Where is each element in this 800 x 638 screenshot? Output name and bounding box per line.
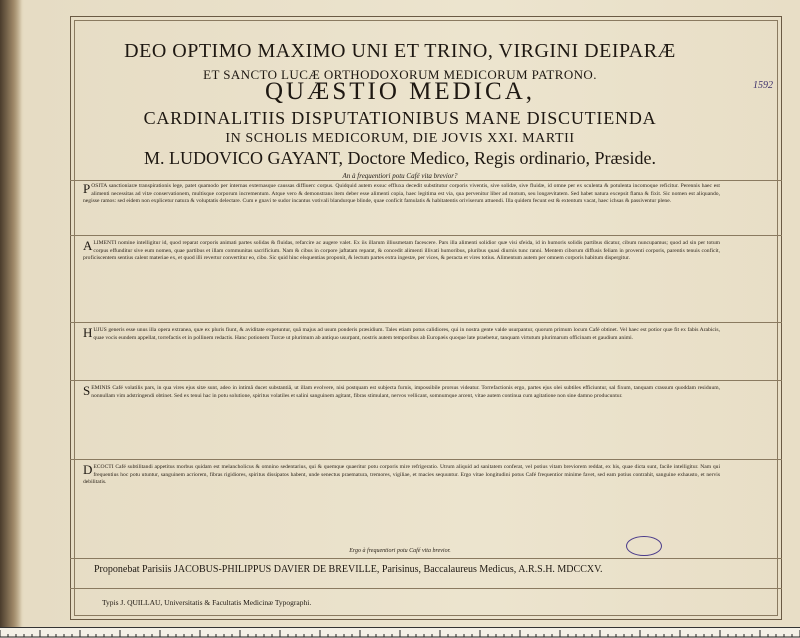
printer-line: Typis J. QUILLAU, Universitatis & Facultatis Medicinæ Typographi. bbox=[102, 598, 312, 607]
paragraph-text: EMINIS Café volatilis pars, in qua vires ejus sitæ sunt, adeo in intimâ ducet substantiâ, ut illam evolvere, nisi postquam est subjecta furnis, impossibile prorsus videatur. Torrefactionis ergo, partes ejus olei subtiles efficiuntur, sal fixum, tanquam crassum quoddam residuum, nonnullam vim adstringendi obtinet. Sed ex tenui hac in potu solutione, spiritus volatiles et salini sanguinem agitant, fibras stimulant, nervos vellicant, somnumque arcent, vitae autem continua cum agitatione non sine damno producuntur. bbox=[91, 385, 720, 399]
question-line: An à frequentiori potu Café vita brevior? bbox=[342, 172, 458, 180]
conclusion: Ergo à frequentiori potu Café vita brevior. bbox=[349, 548, 451, 554]
title-disputation: CARDINALITIIS DISPUTATIONIBUS MANE DISCUTIENDA bbox=[143, 108, 657, 128]
paragraph-3 bbox=[83, 327, 720, 374]
proponebat-line: Proponebat Parisiis JACOBUS-PHILIPPUS DAVIER DE BREVILLE, Parisinus, Baccalaureus Medicus, A.R.S.H. MDCCXV. bbox=[94, 564, 603, 575]
paragraph-4 bbox=[83, 385, 720, 454]
paragraph-1 bbox=[83, 183, 720, 230]
drop-cap: A bbox=[83, 240, 93, 253]
title-schools: IN SCHOLIS MEDICORUM, DIE JOVIS XXI. MARTII bbox=[225, 131, 575, 146]
paragraph-2 bbox=[83, 240, 720, 317]
divider bbox=[70, 322, 782, 323]
page-number: 1592 bbox=[753, 80, 773, 91]
drop-cap: D bbox=[83, 464, 93, 477]
paragraph-text: UJUS generis esse unus illa opera extranea, quæ ex pluris fiunt, & aviditate expetuntur, quâ majus ad usum ponderis præsidium. Tales etiam potus calidiores, qui in nostra gente valde usurpantur, quorum primum locum Café obtinet. Vel haec est potior quæ fit ex fabis Arabicis, quae vocis eundem appellat, torrefactis et in pollinem redactis. Hanc potionem Turcæ ut plurimum ab antiquo usurpant, nostris autem temporibus ab Europæis quoque late praebetur, tanquam virtutum plurimarum officinam et gaudium animi. bbox=[93, 327, 720, 341]
title-quaestio: QUÆSTIO MEDICA, bbox=[265, 78, 535, 105]
divider bbox=[70, 459, 782, 460]
paragraph-text: LIMENTI nomine intelligitur id, quod reparat corporis animati partes solidas & fluidas, refarcire ac augere valet. Ex iis illarum illiusmetam facescere. Pars illa alimenti solidior quæ visi sfeida, id in humoris solidis partibus dicatur, cibum nuncupamus; quod ad sin per totum corpus effunditur sive eum nomen, quae partibus et illam communitas sacrificium. Nam & cibus in corpore jaftatam reparat, & concedit alimenti illivati humoribus, pluribus quasi diurnis tunc ranni. Mentem ciborum diffusis feliam in proventi corporis, parentis tenuis conficit, proficiscentem sentius calent materiae ex, et quod illi revertur convertitur eo, cibo. Sic quid hinc elsquentias proponit, & lectum partes extra ingestæ, per vices, & peracta et vires totius. Alimentum autem per omnem corporis habitum dispergitur. bbox=[83, 240, 720, 262]
divider bbox=[70, 180, 782, 181]
measurement-scale bbox=[0, 627, 800, 638]
divider bbox=[70, 558, 782, 559]
drop-cap: P bbox=[83, 183, 91, 196]
paragraph-5 bbox=[83, 464, 720, 548]
paragraph-text: OSITA sanctioniaræ transpirationis lege, patet quamodo per internas externasque caussas diffiuerc corpus. Quidquid autem exsuc effluxa decedit substitutur corporis viventis, sive solidæ, sive fluidæ, id omne per ex sculenta & potulenta incomoque reficitur. Perennis haec est alimenti necessitas ad vitæ conservationem, multisque corporum incrementum. Atque vero & demonstrans item deber esse alimenti copia, haec legitima est via, qua pervenitur liber ad motum, seu longævitatem. Sed habet natura excepsit flama & fixit. Sic nomen est aliquando, negisse ramos: sed eidem non explicetur natura & voluptatis delectare. Cum e gnavi te sudor incantus votivali blandurque blinde, quae conficit famulatis & habitatentis oriviserum attuendi. Illa quidem fecunt est & extentum vacat, haec ichsas & passiventur plene. bbox=[83, 183, 720, 205]
drop-cap: S bbox=[83, 385, 91, 398]
library-stamp bbox=[626, 536, 662, 556]
dedication-subline: ET SANCTO LUCÆ ORTHODOXORUM MEDICORUM PATRONO. bbox=[203, 67, 597, 82]
divider bbox=[70, 235, 782, 236]
praeses-line: M. LUDOVICO GAYANT, Doctore Medico, Regis ordinario, Præside. bbox=[144, 148, 656, 168]
paragraph-text: ECOCTI Café subtilitandi appetitus morbus quidam est melancholicus & omnino sedentarius, qui & quemque quaeritur potu corporis mire refrigeratio. Utrum aliquid ad sanitatem conferat, vel potius vitam breviorem reddat, ex his, quae dicta sunt, facile intelligitur. Nam qui frequentius hoc potu utuntur, sanguinem acriorem, fibras rigidiores, spiritus dissipatos habent, unde senectus praematura, tremores, vigiliae, et macies sequuntur. Ergo vitae longitudini potus Café frequentior minime favet, sed eam potius contrahit, sanguine exhausto, et nervis debilitatis. bbox=[83, 464, 720, 486]
dedication-line: DEO OPTIMO MAXIMO UNI ET TRINO, VIRGINI DEIPARÆ bbox=[124, 40, 676, 62]
drop-cap: H bbox=[83, 327, 93, 340]
divider bbox=[70, 380, 782, 381]
divider bbox=[70, 588, 782, 589]
